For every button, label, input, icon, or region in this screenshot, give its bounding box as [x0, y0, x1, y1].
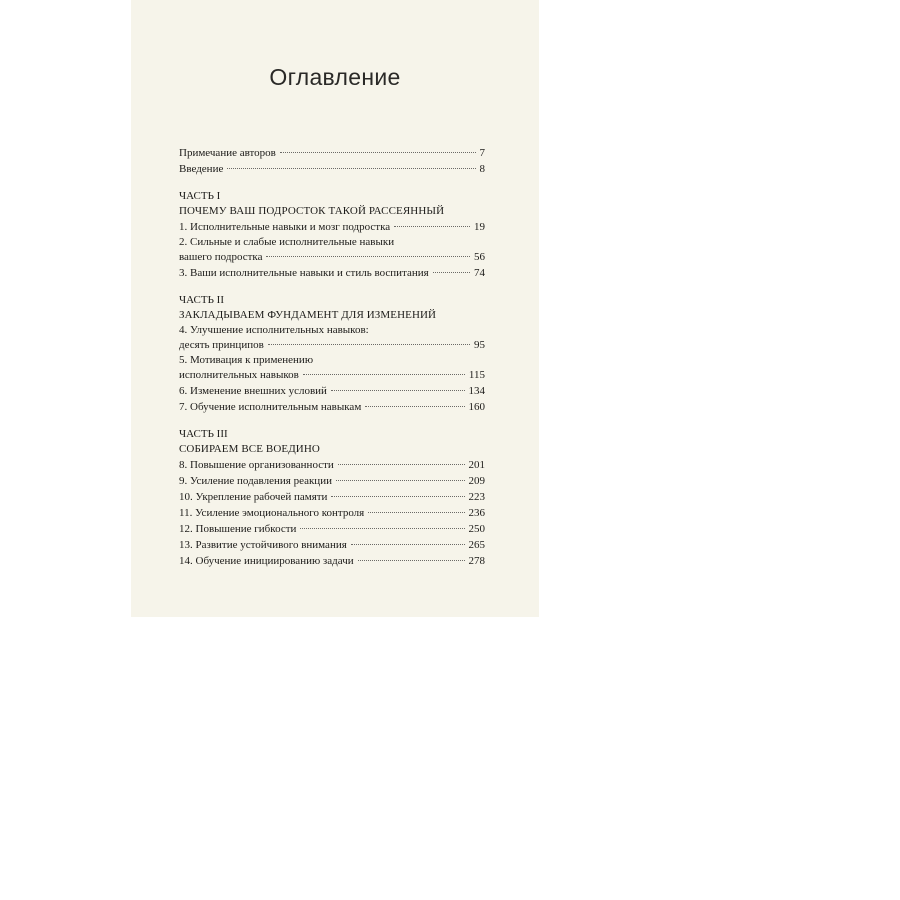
- entry-title: исполнительных навыков: [179, 369, 299, 381]
- entry-title: 9. Усиление подавления реакции: [179, 475, 332, 487]
- dot-leader: [368, 512, 464, 513]
- entry-title: 11. Усиление эмоционального контроля: [179, 507, 365, 519]
- part-label: ЧАСТЬ II: [179, 294, 224, 306]
- entry-title: 13. Развитие устойчивого внимания: [179, 539, 347, 551]
- entry-page: 250: [468, 523, 485, 535]
- toc-entry-chapter: [179, 537, 485, 553]
- entry-title: 10. Укрепление рабочей памяти: [179, 491, 328, 503]
- part-title: СОБИРАЕМ ВСЕ ВОЕДИНО: [179, 443, 320, 455]
- entry-title: 6. Изменение внешних условий: [179, 385, 327, 397]
- entry-title-line1: 4. Улучшение исполнительных навыков:: [179, 324, 369, 336]
- toc-entry-authors-note: [179, 145, 485, 161]
- part-label: ЧАСТЬ III: [179, 428, 228, 440]
- entry-page: 160: [468, 401, 485, 413]
- entry-title: Примечание авторов: [179, 147, 276, 159]
- dot-leader: [331, 390, 465, 391]
- toc-entry-chapter: [179, 399, 485, 415]
- entry-page: 278: [468, 555, 485, 567]
- toc-entry-chapter: [179, 473, 485, 489]
- entry-title: 7. Обучение исполнительным навыкам: [179, 401, 362, 413]
- toc-entry-chapter: [179, 383, 485, 399]
- entry-title: 8. Повышение организованности: [179, 459, 334, 471]
- table-of-contents: [179, 145, 485, 581]
- dot-leader: [433, 272, 470, 273]
- entry-title: 14. Обучение инициированию задачи: [179, 555, 354, 567]
- dot-leader: [331, 496, 464, 497]
- part-1: [179, 189, 485, 281]
- part-2: [179, 293, 485, 415]
- dot-leader: [336, 480, 465, 481]
- dot-leader: [351, 544, 465, 545]
- toc-entry-chapter: [179, 367, 485, 383]
- toc-entry-chapter: [179, 505, 485, 521]
- entry-title-line1: 5. Мотивация к применению: [179, 354, 314, 366]
- entry-page: 8: [479, 163, 485, 175]
- toc-entry-chapter: [179, 265, 485, 281]
- dot-leader: [338, 464, 465, 465]
- toc-entry-chapter: [179, 457, 485, 473]
- entry-title: 12. Повышение гибкости: [179, 523, 297, 535]
- entry-page: 236: [468, 507, 485, 519]
- entry-page: 56: [474, 251, 485, 263]
- entry-title: вашего подростка: [179, 251, 263, 263]
- dot-leader: [394, 226, 470, 227]
- entry-page: 95: [474, 339, 485, 351]
- entry-page: 74: [474, 267, 485, 279]
- entry-title-line1: 2. Сильные и слабые исполнительные навыки: [179, 236, 395, 248]
- dot-leader: [300, 528, 464, 529]
- dot-leader: [268, 344, 470, 345]
- book-page: [131, 0, 539, 617]
- entry-title: десять принципов: [179, 339, 264, 351]
- toc-entry-chapter: [179, 489, 485, 505]
- dot-leader: [266, 256, 470, 257]
- part-title: ЗАКЛАДЫВАЕМ ФУНДАМЕНТ ДЛЯ ИЗМЕНЕНИЙ: [179, 309, 437, 321]
- toc-entry-chapter: [179, 521, 485, 537]
- entry-page: 209: [468, 475, 485, 487]
- dot-leader: [365, 406, 464, 407]
- toc-entry-chapter: [179, 553, 485, 569]
- part-title: ПОЧЕМУ ВАШ ПОДРОСТОК ТАКОЙ РАССЕЯННЫЙ: [179, 205, 445, 217]
- entry-page: 265: [468, 539, 485, 551]
- toc-entry-chapter: [179, 249, 485, 265]
- dot-leader: [280, 152, 476, 153]
- entry-title: 1. Исполнительные навыки и мозг подростка: [179, 221, 391, 233]
- entry-page: 134: [468, 385, 485, 397]
- toc-entry-chapter: [179, 219, 485, 235]
- entry-title: Введение: [179, 163, 224, 175]
- entry-page: 223: [468, 491, 485, 503]
- entry-page: 19: [474, 221, 485, 233]
- entry-page: 7: [479, 147, 485, 159]
- page-title: Оглавление: [269, 64, 401, 90]
- toc-entry-chapter: [179, 337, 485, 353]
- dot-leader: [358, 560, 465, 561]
- toc-entry-introduction: [179, 161, 485, 177]
- entry-title: 3. Ваши исполнительные навыки и стиль воспитания: [179, 267, 429, 279]
- dot-leader: [227, 168, 475, 169]
- part-label: ЧАСТЬ I: [179, 190, 221, 202]
- entry-page: 115: [468, 369, 485, 381]
- dot-leader: [303, 374, 465, 375]
- entry-page: 201: [468, 459, 485, 471]
- part-3: [179, 427, 485, 569]
- front-matter: [179, 145, 485, 177]
